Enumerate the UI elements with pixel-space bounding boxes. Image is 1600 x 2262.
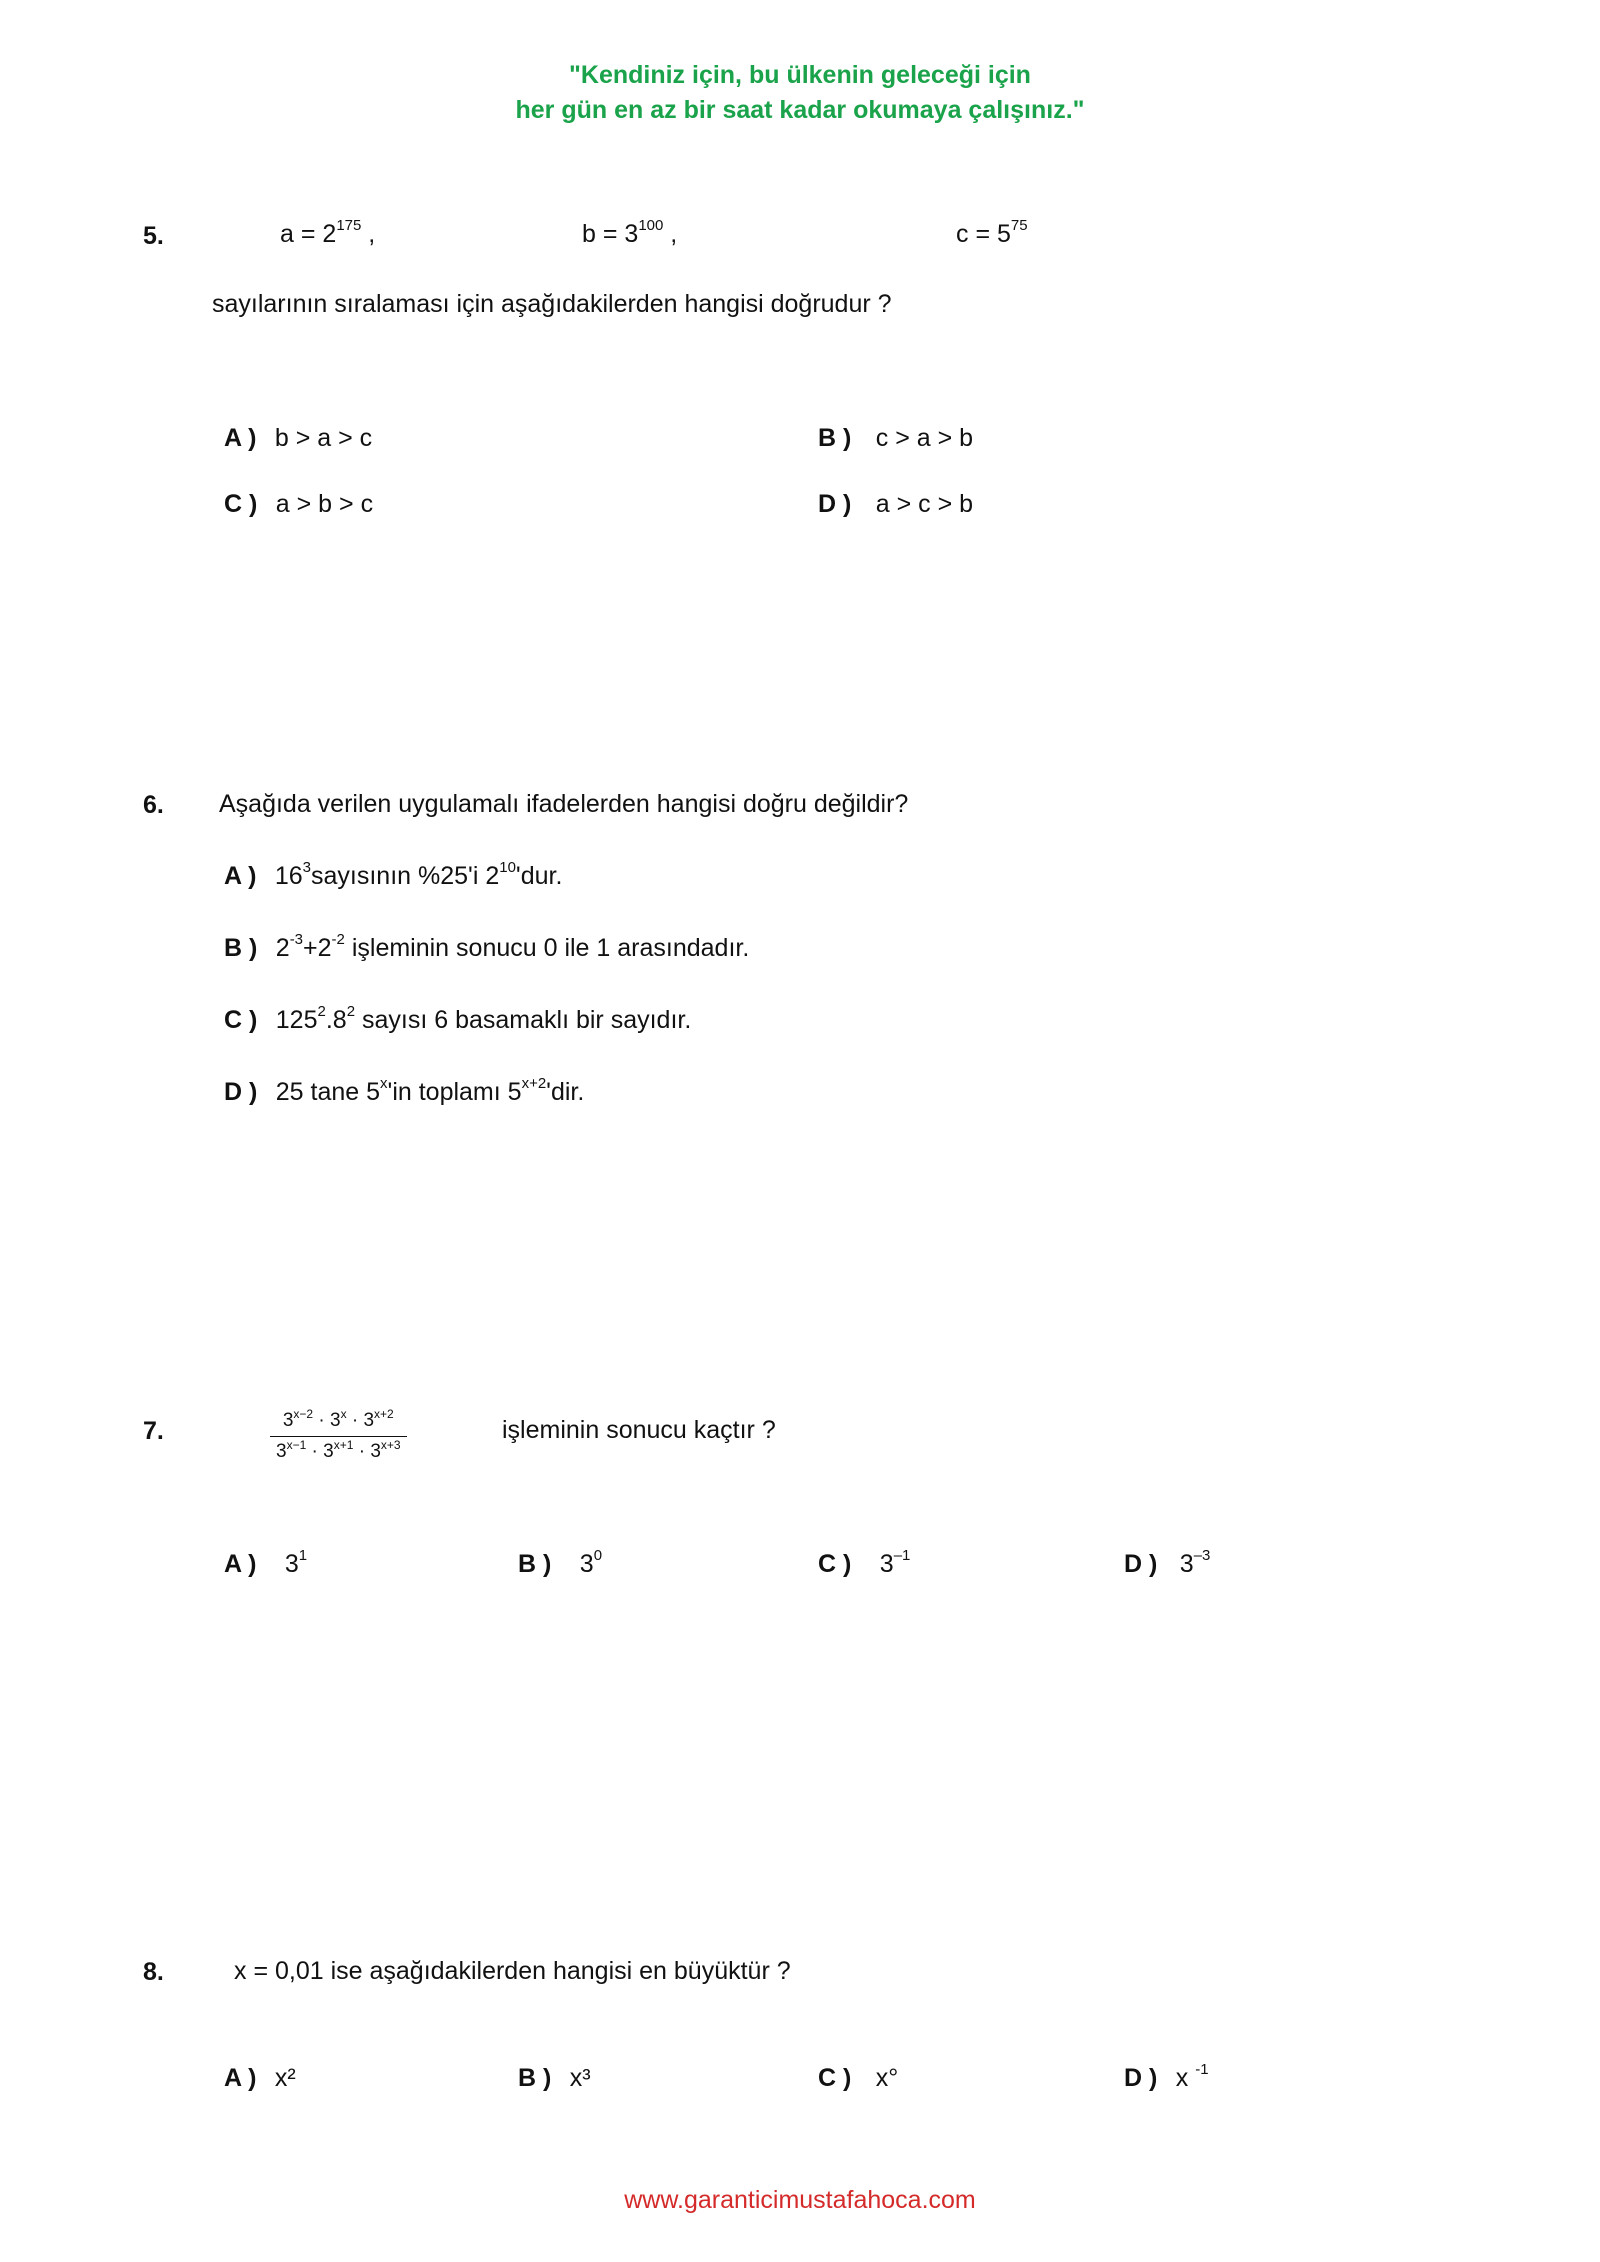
- option-letter: B ): [818, 424, 852, 452]
- option-letter: C ): [818, 2064, 852, 2092]
- option-text: $3^1$: [284, 1547, 308, 1578]
- option-letter: C ): [224, 1006, 258, 1034]
- q6-stem: Aşağıda verilen uygulamalı ifadelerden hangisi doğru değildir?: [219, 790, 909, 818]
- option-text: b > a > c: [274, 424, 373, 452]
- q5-value-a: $a = 2^{175}$ ,: [280, 217, 376, 248]
- option-text: a > b > c: [275, 490, 374, 518]
- q7-fraction: [270, 1407, 407, 1463]
- option-text: $3^0$: [579, 1547, 603, 1578]
- option-letter: A ): [224, 862, 257, 890]
- q6-option-a[interactable]: [224, 859, 563, 891]
- q8-option-a[interactable]: [224, 2064, 296, 2093]
- fraction-denominator: $3^{x-1} \cdot 3^{x+1} \cdot 3^{x+3}$: [276, 1438, 401, 1462]
- question-5-number: 5.: [143, 222, 164, 250]
- option-letter: B ): [518, 1550, 552, 1578]
- q8-option-d[interactable]: [1124, 2061, 1209, 2093]
- q6-option-b[interactable]: [224, 931, 750, 963]
- q7-option-c[interactable]: [818, 1547, 911, 1579]
- q5-stem: sayılarının sıralaması için aşağıdakilerden hangisi doğrudur ?: [212, 290, 892, 318]
- option-letter: A ): [224, 2064, 257, 2092]
- option-text: x²: [274, 2064, 296, 2092]
- option-text: $16^3sayısının$ %25'i $2^{10}'dur$.: [274, 859, 563, 890]
- fraction-numerator: $3^{x-2} \cdot 3^x \cdot 3^{x+2}$: [270, 1410, 407, 1437]
- option-letter: D ): [1124, 1550, 1158, 1578]
- quote-line-2: her gün en az bir saat kadar okumaya çalışınız.": [515, 96, 1085, 124]
- option-text: $3^{-3}$: [1179, 1547, 1211, 1578]
- q8-option-c[interactable]: [818, 2064, 898, 2093]
- option-letter: C ): [224, 490, 258, 518]
- option-text: x $^{-1}$: [1175, 2061, 1209, 2092]
- footer-url[interactable]: www.garanticimustafahoca.com: [624, 2186, 976, 2214]
- question-8-number: 8.: [143, 1958, 164, 1986]
- q5-option-a[interactable]: [224, 424, 372, 453]
- q6-option-d[interactable]: [224, 1075, 585, 1107]
- option-text: c > a > b: [875, 424, 974, 452]
- option-letter: A ): [224, 1550, 257, 1578]
- q6-option-c[interactable]: [224, 1003, 692, 1035]
- q8-stem: x = 0,01 ise aşağıdakilerden hangisi en büyüktür ?: [234, 1957, 791, 1985]
- option-letter: C ): [818, 1550, 852, 1578]
- quote-line-1: "Kendiniz için, bu ülkenin geleceği için: [569, 61, 1031, 89]
- option-text: x°: [875, 2064, 899, 2092]
- q5-option-c[interactable]: [224, 490, 373, 519]
- q5-option-d[interactable]: [818, 490, 973, 519]
- q7-option-d[interactable]: [1124, 1547, 1211, 1579]
- q5-value-c: $c = 5^{75}$: [956, 217, 1028, 248]
- q7-stem: işleminin sonucu kaçtır ?: [502, 1416, 776, 1444]
- option-letter: B ): [224, 934, 258, 962]
- option-letter: B ): [518, 2064, 552, 2092]
- option-letter: D ): [224, 1078, 258, 1106]
- question-6-number: 6.: [143, 791, 164, 819]
- option-letter: D ): [1124, 2064, 1158, 2092]
- option-text: x³: [569, 2064, 591, 2092]
- option-text: 25 tane 5$^x$'in toplamı $5^{x+2}'dir$.: [275, 1075, 585, 1106]
- q8-option-b[interactable]: [518, 2064, 591, 2093]
- option-text: $3^{-1}$: [879, 1547, 911, 1578]
- option-text: a > c > b: [875, 490, 974, 518]
- option-letter: D ): [818, 490, 852, 518]
- q7-option-a[interactable]: [224, 1547, 308, 1579]
- question-7-number: 7.: [143, 1417, 164, 1445]
- option-text: $2^{-3}+2^{-2}$ işleminin sonucu 0 ile 1 arasındadır.: [275, 931, 750, 962]
- q5-value-b: $b = 3^{100}$ ,: [582, 217, 678, 248]
- option-letter: A ): [224, 424, 257, 452]
- option-text: $125^2.8^2$ sayısı 6 basamaklı bir sayıdır.: [275, 1003, 692, 1034]
- q5-option-b[interactable]: [818, 424, 973, 453]
- q7-option-b[interactable]: [518, 1547, 603, 1579]
